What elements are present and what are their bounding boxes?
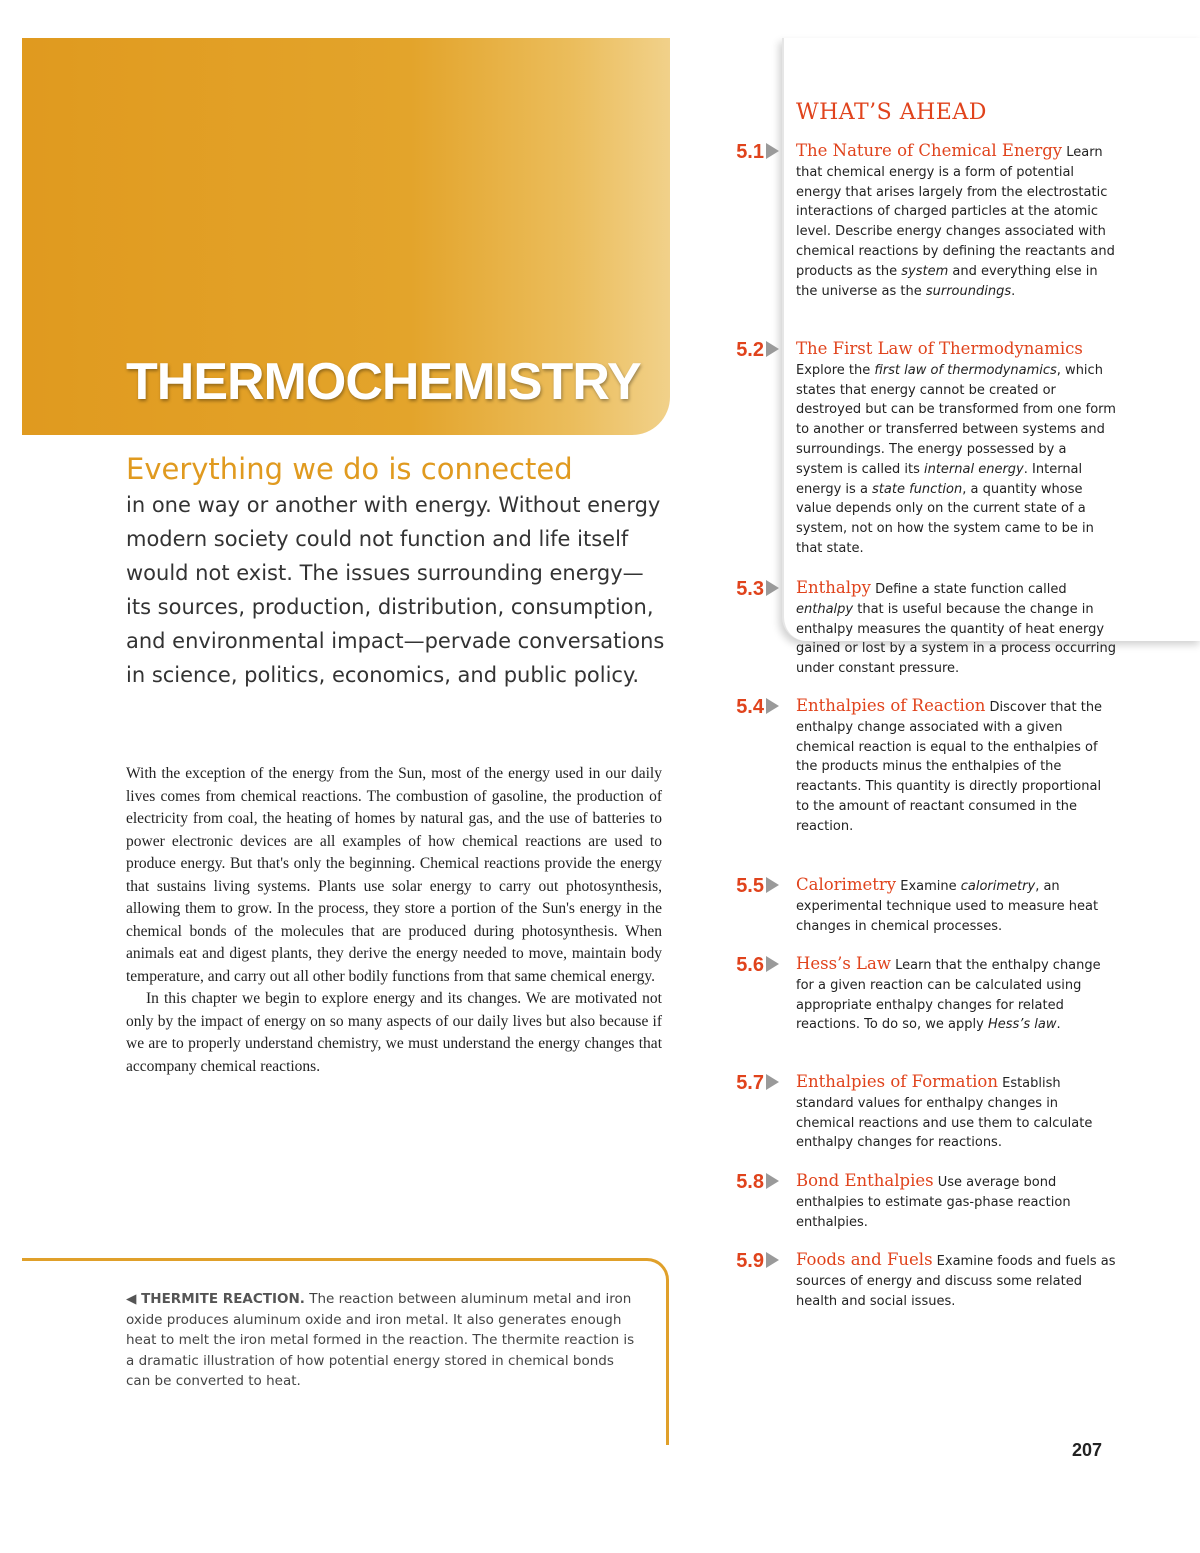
triangle-arrow-icon <box>766 1074 779 1090</box>
triangle-arrow-icon <box>766 143 779 159</box>
caption-text: The reaction between aluminum metal and iron oxide produces aluminum oxide and iron metal. It also generates enough heat to melt the iron metal formed in the reaction. The thermite reaction is a dramatic illustration of how potential energy stored in chemical bonds can be converted to heat. <box>126 1291 635 1389</box>
lead-text: in one way or another with energy. Without energy modern society could not function and life itself would not exist. The issues surrounding energy—its sources, production, distribution, consumption, and environmental impact—pervade conversations in science, politics, economics, and public policy. <box>126 493 665 687</box>
section-summary <box>796 875 1116 936</box>
section-number: 5.5 <box>736 875 764 897</box>
summary-text: . Internal energy is a <box>796 461 1083 497</box>
summary-text: Establish standard values for enthalpy changes in chemical reactions and use them to calculate enthalpy changes for reactions. <box>796 1076 1093 1151</box>
summary-emphasis: Hess’s law <box>987 1017 1057 1033</box>
triangle-arrow-icon <box>766 341 779 357</box>
section-heading: Hess’s Law <box>796 954 891 973</box>
section-heading: Calorimetry <box>796 875 897 894</box>
triangle-arrow-icon <box>766 698 779 714</box>
ahead-item-5-7 <box>722 1072 1122 1153</box>
ahead-item-5-5 <box>722 875 1122 936</box>
summary-text: Learn that the enthalpy change for a given reaction can be calculated using appropriate enthalpy changes for related reactions. To do so, we apply <box>796 958 1101 1033</box>
section-heading: The Nature of Chemical Energy <box>796 141 1063 160</box>
triangle-arrow-icon <box>766 1173 779 1189</box>
section-number: 5.9 <box>736 1250 764 1272</box>
summary-emphasis: surroundings <box>925 283 1012 299</box>
body-paragraph-2: In this chapter we begin to explore energy and its changes. We are motivated not only by the impact of energy on so many aspects of our daily lives but also because if we are to properly understand chemistry, we must understand the energy changes that accompany chemical reactions. <box>126 990 662 1075</box>
section-heading: Bond Enthalpies <box>796 1171 934 1190</box>
summary-text: and everything else in the universe as the <box>796 263 1098 299</box>
triangle-arrow-icon <box>766 956 779 972</box>
page-number: 207 <box>1072 1440 1103 1460</box>
section-summary <box>796 339 1116 559</box>
section-number: 5.4 <box>736 696 764 718</box>
chapter-title: THERMOCHEMISTRY <box>126 353 641 411</box>
ahead-item-5-6 <box>722 954 1122 1035</box>
summary-emphasis: calorimetry <box>960 879 1036 894</box>
summary-emphasis: system <box>901 263 949 279</box>
ahead-item-5-8 <box>722 1171 1122 1232</box>
summary-emphasis: internal energy <box>923 461 1024 477</box>
summary-text: Use average bond enthalpies to estimate gas-phase reaction enthalpies. <box>796 1175 1071 1230</box>
ahead-item-5-9 <box>722 1250 1122 1311</box>
ahead-item-5-4 <box>722 696 1122 837</box>
section-summary <box>796 1250 1116 1311</box>
summary-text: Discover that the enthalpy change associated with a given chemical reaction is equal to the enthalpies of the products minus the enthalpies of the reactants. This quantity is directly proportional to the amount of reactant consumed in the reaction. <box>796 700 1103 834</box>
summary-text: Examine foods and fuels as sources of energy and discuss some related health and social issues. <box>796 1254 1116 1309</box>
summary-emphasis: first law of thermodynamics <box>874 362 1057 378</box>
summary-text: , an experimental technique used to measure heat changes in chemical processes. <box>796 879 1099 934</box>
section-summary <box>796 141 1116 301</box>
section-number: 5.7 <box>736 1072 764 1094</box>
section-heading: Enthalpy <box>796 578 871 597</box>
section-heading: Enthalpies of Formation <box>796 1072 998 1091</box>
summary-text: . <box>1056 1017 1061 1033</box>
summary-emphasis: enthalpy <box>796 601 854 617</box>
section-summary <box>796 578 1116 679</box>
whats-ahead-title: WHAT’S AHEAD <box>796 100 987 125</box>
section-number: 5.6 <box>736 954 764 976</box>
body-paragraph-1: With the exception of the energy from the Sun, most of the energy used in our daily lives comes from chemical reactions. The combustion of gasoline, the production of electricity from coal, the heating of homes by natural gas, and the use of batteries to power electronic devices are all examples of how chemical reactions are used to produce energy. But that's only the beginning. Chemical reactions provide the energy that sustains living systems. Plants use solar energy to carry out photosynthesis, allowing them to grow. In the process, they store a portion of the Sun's energy in the chemical bonds of the molecules that are produced during photosynthesis. When animals eat and digest plants, they derive the energy needed to move, maintain body temperature, and carry out all other bodily functions from that same chemical energy. <box>126 765 662 985</box>
summary-text: Define a state function called <box>870 582 1067 597</box>
section-heading: Enthalpies of Reaction <box>796 696 986 715</box>
figure-caption <box>126 1289 636 1392</box>
section-heading: The First Law of Thermodynamics <box>796 339 1083 358</box>
section-number: 5.8 <box>736 1171 764 1193</box>
triangle-arrow-icon <box>766 1252 779 1268</box>
summary-emphasis: state function <box>872 481 963 497</box>
lead-highlight: Everything we do is connected <box>126 452 573 486</box>
section-number: 5.1 <box>736 141 764 163</box>
summary-text: . <box>1011 283 1016 299</box>
summary-text: that is useful because the change in enthalpy measures the quantity of heat energy gained or lost by a system in a process occurring under constant pressure. <box>796 601 1116 677</box>
summary-text: , a quantity whose value depends only on the current state of a system, not on how the system came to be in that state. <box>796 481 1094 556</box>
section-summary <box>796 1171 1116 1232</box>
ahead-item-5-3 <box>722 578 1122 679</box>
section-number: 5.2 <box>736 339 764 361</box>
summary-text: Explore the <box>796 362 875 378</box>
summary-text: , which states that energy cannot be created or destroyed but can be transformed from one form to another or transferred between systems and surroundings. The energy possessed by a system is called its <box>796 362 1116 477</box>
section-number: 5.3 <box>736 578 764 600</box>
chapter-body <box>126 763 662 1078</box>
triangle-arrow-icon <box>766 580 779 596</box>
section-heading: Foods and Fuels <box>796 1250 933 1269</box>
section-summary <box>796 954 1116 1035</box>
section-summary <box>796 1072 1116 1153</box>
chapter-lead <box>126 450 666 692</box>
caption-label: ◀ THERMITE REACTION. <box>126 1291 305 1307</box>
summary-text: Examine <box>896 879 961 894</box>
summary-text: Learn that chemical energy is a form of potential energy that arises largely from the electrostatic interactions of charged particles at the atomic level. Describe energy changes associated with chemical reactions by defining the reactants and products as the <box>796 145 1115 279</box>
section-summary <box>796 696 1116 837</box>
ahead-item-5-1 <box>722 141 1122 301</box>
triangle-arrow-icon <box>766 877 779 893</box>
ahead-item-5-2 <box>722 339 1122 559</box>
